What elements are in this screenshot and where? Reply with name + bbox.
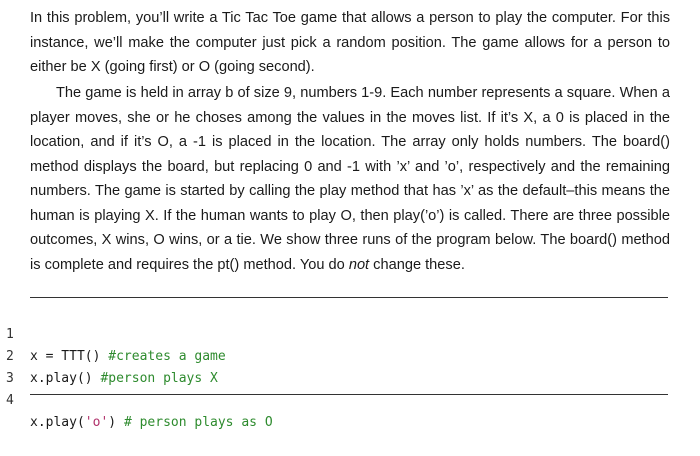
code-comment: #creates a game <box>108 349 226 364</box>
description-paragraph <box>30 81 670 277</box>
code-statement-tail: ) <box>108 415 124 430</box>
description-text: The game is held in array b of size 9, numbers 1-9. Each number represents a square. When a player moves, she or he choses among the values in the moves list. If it’s X, a 0 is placed in the location, and if it’s O, a -1 is placed in the location. The array only holds numbers. The board() method displays the board, but replacing 0 and -1 with ’x’ and ’o’, respectively and the remaining numbers. The game is started by calling the play method that has ’x’ as the default–this means the human is playing X. If the human wants to play O, then play(’o’) is called. There are three possible outcomes, X wins, O wins, or a tie. We show three runs of the program below. The board() method is complete and requires the pt() method. You do <box>30 85 670 273</box>
line-number: 1 <box>6 327 14 342</box>
code-statement: x.play( <box>30 415 85 430</box>
description-tail: change these. <box>369 256 465 273</box>
code-listing <box>0 302 700 430</box>
line-number: 2 <box>6 349 14 364</box>
code-statement: x.play() <box>30 371 101 386</box>
code-string: 'o' <box>84 415 109 430</box>
code-top-rule <box>30 297 668 298</box>
intro-paragraph: In this problem, you’ll write a Tic Tac Toe game that allows a person to play the computer. For this instance, we’ll make the computer just pick a random position. The game allows for a person to either be X (going first) or O (going second). <box>30 10 670 75</box>
code-line-1 <box>0 302 700 364</box>
code-bottom-rule <box>30 394 668 395</box>
emphasis-not: not <box>348 256 370 273</box>
code-comment: # person plays as O <box>123 415 273 430</box>
code-content <box>30 412 273 434</box>
code-comment: #person plays X <box>100 371 218 386</box>
line-number: 4 <box>6 393 14 408</box>
code-line-4 <box>0 368 700 430</box>
code-statement: x = TTT() <box>30 349 109 364</box>
line-number: 3 <box>6 371 14 386</box>
